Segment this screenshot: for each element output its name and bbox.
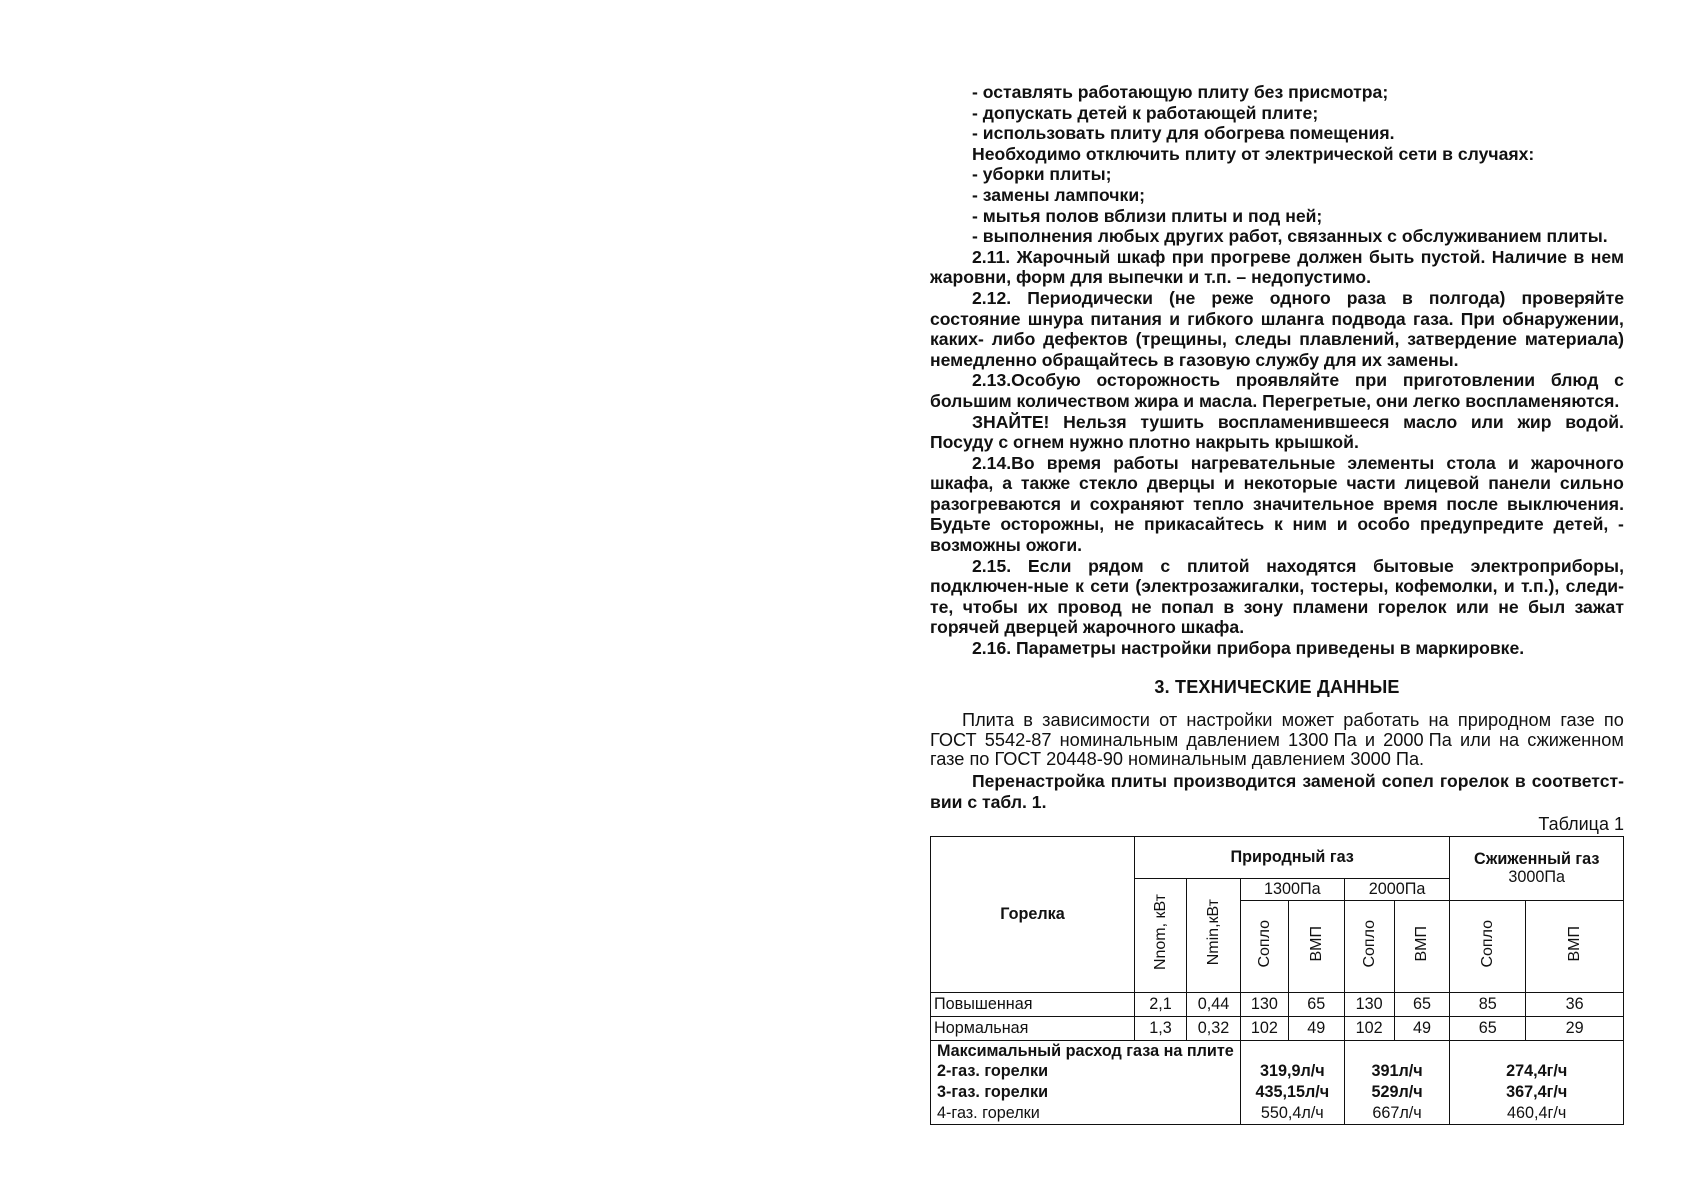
word: тостеры, xyxy=(1310,576,1389,597)
word: нагревательные xyxy=(1190,452,1336,473)
list-item: - мытья полов вблизи плиты и под ней; xyxy=(972,205,1323,226)
soplo-label: Сопло xyxy=(1479,919,1497,968)
word: провод xyxy=(1057,596,1122,617)
word: водой. xyxy=(1565,411,1624,432)
word: затвердение xyxy=(1407,329,1517,350)
word: пламени xyxy=(1292,596,1369,617)
conversion-paragraph xyxy=(930,771,1624,812)
word: воспламенившееся xyxy=(1217,411,1390,432)
word: был xyxy=(1528,596,1566,617)
cell-vmp-3000: 29 xyxy=(1526,1016,1624,1040)
word: Плита xyxy=(962,710,1015,731)
soplo-label: Сопло xyxy=(1255,919,1273,968)
word: гибкого xyxy=(1187,308,1254,329)
soplo-label: Сопло xyxy=(1360,919,1378,968)
cell-soplo-3000: 65 xyxy=(1450,1016,1526,1040)
header-lpg xyxy=(1450,836,1624,900)
word: на xyxy=(1428,710,1449,731)
word: или xyxy=(1470,411,1504,432)
word: в xyxy=(1514,771,1526,791)
word: проявляйте xyxy=(1235,370,1340,391)
cell-soplo-1300: 102 xyxy=(1240,1016,1288,1040)
word: сети xyxy=(1090,576,1130,597)
cell-vmp-2000: 65 xyxy=(1394,992,1450,1016)
word: Жарочный xyxy=(1016,246,1111,267)
word: горелок xyxy=(1377,596,1447,617)
word: время xyxy=(1383,493,1438,514)
word: каких- xyxy=(930,329,984,350)
word: некоторые xyxy=(1243,473,1338,494)
word: полгода) xyxy=(1428,287,1506,308)
word: дверцы xyxy=(1146,473,1215,494)
word: подключен-ные xyxy=(930,576,1069,597)
word: и xyxy=(1364,729,1376,750)
list-item: - использовать плиту для обогрева помещения. xyxy=(972,123,1395,144)
text-line xyxy=(930,453,1624,474)
word: время xyxy=(1046,452,1102,473)
word: с xyxy=(1614,370,1624,391)
word: настройки xyxy=(1186,710,1273,731)
word: заменой xyxy=(1302,771,1376,791)
word: от xyxy=(1159,710,1178,731)
table-row xyxy=(931,992,1624,1016)
flow-3000: 367,4г/ч xyxy=(1450,1082,1624,1103)
word: не xyxy=(1498,596,1519,617)
header-lpg-line1: Сжиженный газ xyxy=(1473,850,1600,869)
table-1 xyxy=(930,836,1624,1125)
text-line xyxy=(930,309,1624,330)
word: либо xyxy=(991,329,1036,350)
list-item: - выполнения любых других работ, связанных с обслуживанием плиты. xyxy=(972,226,1608,247)
word: следы xyxy=(1234,329,1292,350)
word: сопел xyxy=(1381,771,1434,791)
flow-spacer xyxy=(1344,1040,1450,1061)
word: 2.12. xyxy=(972,287,1012,308)
list-item: - уборки плиты; xyxy=(972,164,1112,185)
word: особо xyxy=(1357,514,1411,535)
header-vmp-3000 xyxy=(1526,900,1624,992)
word: следи- xyxy=(1565,576,1624,597)
text-line xyxy=(930,412,1624,433)
word: те, xyxy=(930,596,954,617)
text-line xyxy=(930,288,1624,309)
vmp-label: ВМП xyxy=(1413,925,1431,962)
flow-label: 3-газ. горелки xyxy=(931,1082,1241,1103)
header-vmp-1300 xyxy=(1288,900,1344,992)
word: прикасайтесь xyxy=(1144,514,1265,535)
flow-2000: 529л/ч xyxy=(1344,1082,1450,1103)
word: шланга xyxy=(1260,308,1325,329)
header-natural-gas: Природный газ xyxy=(1134,836,1449,878)
text-line xyxy=(930,771,1624,792)
paragraph-2-14 xyxy=(930,453,1624,556)
word: сохраняют xyxy=(1089,493,1185,514)
text-line: немедленно обращайтесь в газовую службу для их замены. xyxy=(930,349,1459,370)
word: в xyxy=(1023,710,1033,731)
word: раза xyxy=(1346,287,1386,308)
word: Если xyxy=(1027,555,1072,576)
word: жир xyxy=(1517,411,1552,432)
word: бытовые xyxy=(1373,555,1454,576)
word: обнаружении, xyxy=(1502,308,1624,329)
word: значительное xyxy=(1252,493,1375,514)
word: подвода xyxy=(1331,308,1406,329)
word: тушить xyxy=(1140,411,1205,432)
word: горелок xyxy=(1439,771,1509,791)
word: чтобы xyxy=(962,596,1018,617)
section-title: 3. ТЕХНИЧЕСКИЕ ДАННЫЕ xyxy=(1154,676,1400,697)
cell-soplo-3000: 85 xyxy=(1450,992,1526,1016)
vmp-label: ВМП xyxy=(1566,925,1584,962)
word: Нельзя xyxy=(1063,411,1127,432)
word: в xyxy=(1401,287,1413,308)
flow-label: 4-газ. горелки xyxy=(931,1103,1241,1125)
word: зависимости xyxy=(1042,710,1150,731)
cell-nnom: 1,3 xyxy=(1134,1016,1186,1040)
word: 2.14.Во xyxy=(972,452,1035,473)
word: стекло xyxy=(1079,473,1138,494)
word: не xyxy=(1113,514,1135,535)
word: (электрозажигалки, xyxy=(1135,576,1305,597)
word: также xyxy=(1020,473,1071,494)
word: должен xyxy=(1297,246,1363,267)
word: шкафа, xyxy=(930,473,994,494)
flow-2000: 667л/ч xyxy=(1344,1103,1450,1125)
word: одного xyxy=(1269,287,1331,308)
word: ГОСТ xyxy=(930,729,977,750)
word: быть xyxy=(1368,246,1415,267)
text-line xyxy=(930,329,1624,350)
word: стола xyxy=(1446,452,1496,473)
word: осторожны, xyxy=(1000,514,1105,535)
text-line: газе по ГОСТ 20448-90 номинальным давлением 3000 Па. xyxy=(930,749,1425,770)
text-line: Посуду с огнем нужно плотно накрыть крышкой. xyxy=(930,432,1359,453)
word: зажат xyxy=(1574,596,1624,617)
word: блюд xyxy=(1550,370,1599,391)
word: части xyxy=(1346,473,1396,494)
word: попал xyxy=(1161,596,1214,617)
cell-vmp-2000: 49 xyxy=(1394,1016,1450,1040)
word: по xyxy=(1603,710,1624,731)
word: состояние xyxy=(930,308,1021,329)
vmp-label: ВМП xyxy=(1307,925,1325,962)
word: (трещины, xyxy=(1135,329,1227,350)
word: электроприборы, xyxy=(1470,555,1624,576)
nmin-label: Nmin,кВт xyxy=(1204,899,1222,966)
cell-soplo-1300: 130 xyxy=(1240,992,1288,1016)
word: предупредите xyxy=(1419,514,1544,535)
header-nnom xyxy=(1134,878,1186,992)
word: в xyxy=(1573,246,1585,267)
word: при xyxy=(1354,370,1388,391)
warning-paragraph xyxy=(930,412,1624,453)
text-line xyxy=(930,370,1624,391)
word: Перенастройка xyxy=(972,771,1105,791)
warning-label: ЗНАЙТЕ! xyxy=(972,411,1050,432)
word: работы xyxy=(1113,452,1179,473)
header-burner: Горелка xyxy=(931,836,1135,992)
word: проверяйте xyxy=(1521,287,1624,308)
text-column xyxy=(930,82,1624,1125)
word: 2.15. xyxy=(972,555,1012,576)
disconnect-intro: Необходимо отключить плиту от электрической сети в случаях: xyxy=(972,143,1535,164)
list-item: - допускать детей к работающей плите; xyxy=(972,102,1319,123)
word: к xyxy=(1273,514,1283,535)
word: - xyxy=(1618,514,1624,535)
header-lpg-line2: 3000Па xyxy=(1508,868,1566,887)
flow-1300: 319,9л/ч xyxy=(1240,1061,1344,1082)
word: Наличие xyxy=(1491,246,1568,267)
paragraph-2-12 xyxy=(930,288,1624,370)
word: и xyxy=(1069,493,1081,514)
word: к xyxy=(1075,576,1084,597)
list-item: - замены лампочки; xyxy=(972,184,1145,205)
word: 1300 Па xyxy=(1288,729,1357,750)
text-line: возможны ожоги. xyxy=(930,535,1083,556)
word: питания xyxy=(1090,308,1162,329)
word: нем xyxy=(1590,246,1624,267)
max-flow-title: Максимальный расход газа на плите xyxy=(931,1040,1241,1061)
text-line: жаровни, форм для выпечки и т.п. – недопустимо. xyxy=(930,267,1372,288)
text-line xyxy=(930,247,1624,268)
text-line: горячей дверцей жарочного шкафа. xyxy=(930,617,1245,638)
word: 2000 Па xyxy=(1383,729,1452,750)
word: 2.13.Особую xyxy=(972,370,1081,391)
flow-label: 2-газ. горелки xyxy=(931,1061,1241,1082)
word: и xyxy=(1503,576,1515,597)
cell-vmp-1300: 65 xyxy=(1288,992,1344,1016)
word: рядом xyxy=(1088,555,1144,576)
word: прогреве xyxy=(1210,246,1291,267)
word: или xyxy=(1456,596,1489,617)
word: не xyxy=(1131,596,1152,617)
word: газа. xyxy=(1412,308,1454,329)
text-line: большим количеством жира и масла. Перегретые, они легко воспламеняются. xyxy=(930,390,1620,411)
table-row xyxy=(931,1082,1624,1103)
text-line xyxy=(930,731,1624,751)
word: (не xyxy=(1169,287,1196,308)
paragraph-2-16: 2.16. Параметры настройки прибора приведены в маркировке. xyxy=(972,638,1525,659)
table-row xyxy=(931,1016,1624,1040)
word: находятся xyxy=(1266,555,1357,576)
cell-soplo-2000: 130 xyxy=(1344,992,1394,1016)
word: номинальным xyxy=(1059,729,1179,750)
table-caption: Таблица 1 xyxy=(1538,814,1624,835)
header-2000: 2000Па xyxy=(1344,878,1450,900)
word: детей, xyxy=(1553,514,1609,535)
word: разогреваются xyxy=(930,493,1062,514)
word: и xyxy=(1223,473,1235,494)
word: реже xyxy=(1211,287,1254,308)
word: в xyxy=(1223,596,1235,617)
text-line xyxy=(930,711,1624,731)
word: материала) xyxy=(1524,329,1624,350)
flow-1300: 550,4л/ч xyxy=(1240,1103,1344,1125)
header-soplo-1300 xyxy=(1240,900,1288,992)
cell-vmp-3000: 36 xyxy=(1526,992,1624,1016)
word: тепло xyxy=(1193,493,1244,514)
text-line xyxy=(930,494,1624,515)
header-1300: 1300Па xyxy=(1240,878,1344,900)
word: плитой xyxy=(1186,555,1250,576)
word: сжиженном xyxy=(1527,729,1624,750)
word: лицевой xyxy=(1404,473,1480,494)
word: сильно xyxy=(1559,473,1624,494)
word: дефектов xyxy=(1043,329,1128,350)
cell-nnom: 2,1 xyxy=(1134,992,1186,1016)
word: жарочного xyxy=(1530,452,1624,473)
word: 2.11. xyxy=(972,246,1011,267)
text-line xyxy=(930,473,1624,494)
paragraph-2-11 xyxy=(930,247,1624,288)
word: элементы xyxy=(1347,452,1435,473)
word: их xyxy=(1027,596,1048,617)
text-line xyxy=(930,514,1624,535)
flow-3000: 460,4г/ч xyxy=(1450,1103,1624,1125)
word: давлением xyxy=(1186,729,1280,750)
word: т.п.), xyxy=(1521,576,1560,597)
word: масло xyxy=(1403,411,1458,432)
word: производится xyxy=(1173,771,1297,791)
header-soplo-3000 xyxy=(1450,900,1526,992)
header-nmin xyxy=(1186,878,1240,992)
word: а xyxy=(1002,473,1013,494)
paragraph-2-13 xyxy=(930,370,1624,411)
word: При xyxy=(1460,308,1495,329)
word: приготовлении xyxy=(1402,370,1536,391)
header-soplo-2000 xyxy=(1344,900,1394,992)
word: 5542-87 xyxy=(984,729,1052,750)
word: и xyxy=(1507,452,1519,473)
header-vmp-2000 xyxy=(1394,900,1450,992)
prohibitions-list xyxy=(930,82,1624,247)
cell-nmin: 0,32 xyxy=(1186,1016,1240,1040)
word: кофемолки, xyxy=(1394,576,1498,597)
cell-soplo-2000: 102 xyxy=(1344,1016,1394,1040)
flow-spacer xyxy=(1240,1040,1344,1061)
text-line xyxy=(930,597,1624,618)
cell-vmp-1300: 49 xyxy=(1288,1016,1344,1040)
nnom-label: Nnom, кВт xyxy=(1151,894,1169,971)
word: при xyxy=(1171,246,1204,267)
word: и xyxy=(1169,308,1181,329)
list-item: - оставлять работающую плиту без присмотра; xyxy=(972,82,1389,102)
word: работать xyxy=(1343,710,1420,731)
word: газе xyxy=(1560,710,1595,731)
table-row xyxy=(931,1103,1624,1125)
row-name: Повышенная xyxy=(931,992,1135,1016)
word: и xyxy=(1336,514,1348,535)
word: шнура xyxy=(1027,308,1084,329)
word: ним xyxy=(1292,514,1328,535)
word: плавлений, xyxy=(1299,329,1400,350)
flow-1300: 435,15л/ч xyxy=(1240,1082,1344,1103)
word: Будьте xyxy=(930,514,991,535)
word: на xyxy=(1499,729,1520,750)
table-row xyxy=(931,1061,1624,1082)
text-line: вии с табл. 1. xyxy=(930,791,1047,812)
word: или xyxy=(1459,729,1491,750)
word: панели xyxy=(1488,473,1552,494)
word: зону xyxy=(1243,596,1284,617)
text-line xyxy=(930,576,1624,597)
flow-2000: 391л/ч xyxy=(1344,1061,1450,1082)
word: пустой. xyxy=(1420,246,1486,267)
word: Периодически xyxy=(1027,287,1153,308)
word: соответст- xyxy=(1531,771,1624,791)
text-line xyxy=(930,556,1624,577)
intro-paragraph xyxy=(930,711,1624,770)
paragraph-2-15 xyxy=(930,556,1624,638)
flow-spacer xyxy=(1450,1040,1624,1061)
row-name: Нормальная xyxy=(931,1016,1135,1040)
word: выключения. xyxy=(1506,493,1624,514)
word: осторожность xyxy=(1096,370,1221,391)
word: после xyxy=(1446,493,1499,514)
word: с xyxy=(1160,555,1171,576)
cell-nmin: 0,44 xyxy=(1186,992,1240,1016)
word: плиты xyxy=(1110,771,1168,791)
word: природном xyxy=(1457,710,1552,731)
flow-3000: 274,4г/ч xyxy=(1450,1061,1624,1082)
word: шкаф xyxy=(1116,246,1166,267)
word: может xyxy=(1281,710,1335,731)
